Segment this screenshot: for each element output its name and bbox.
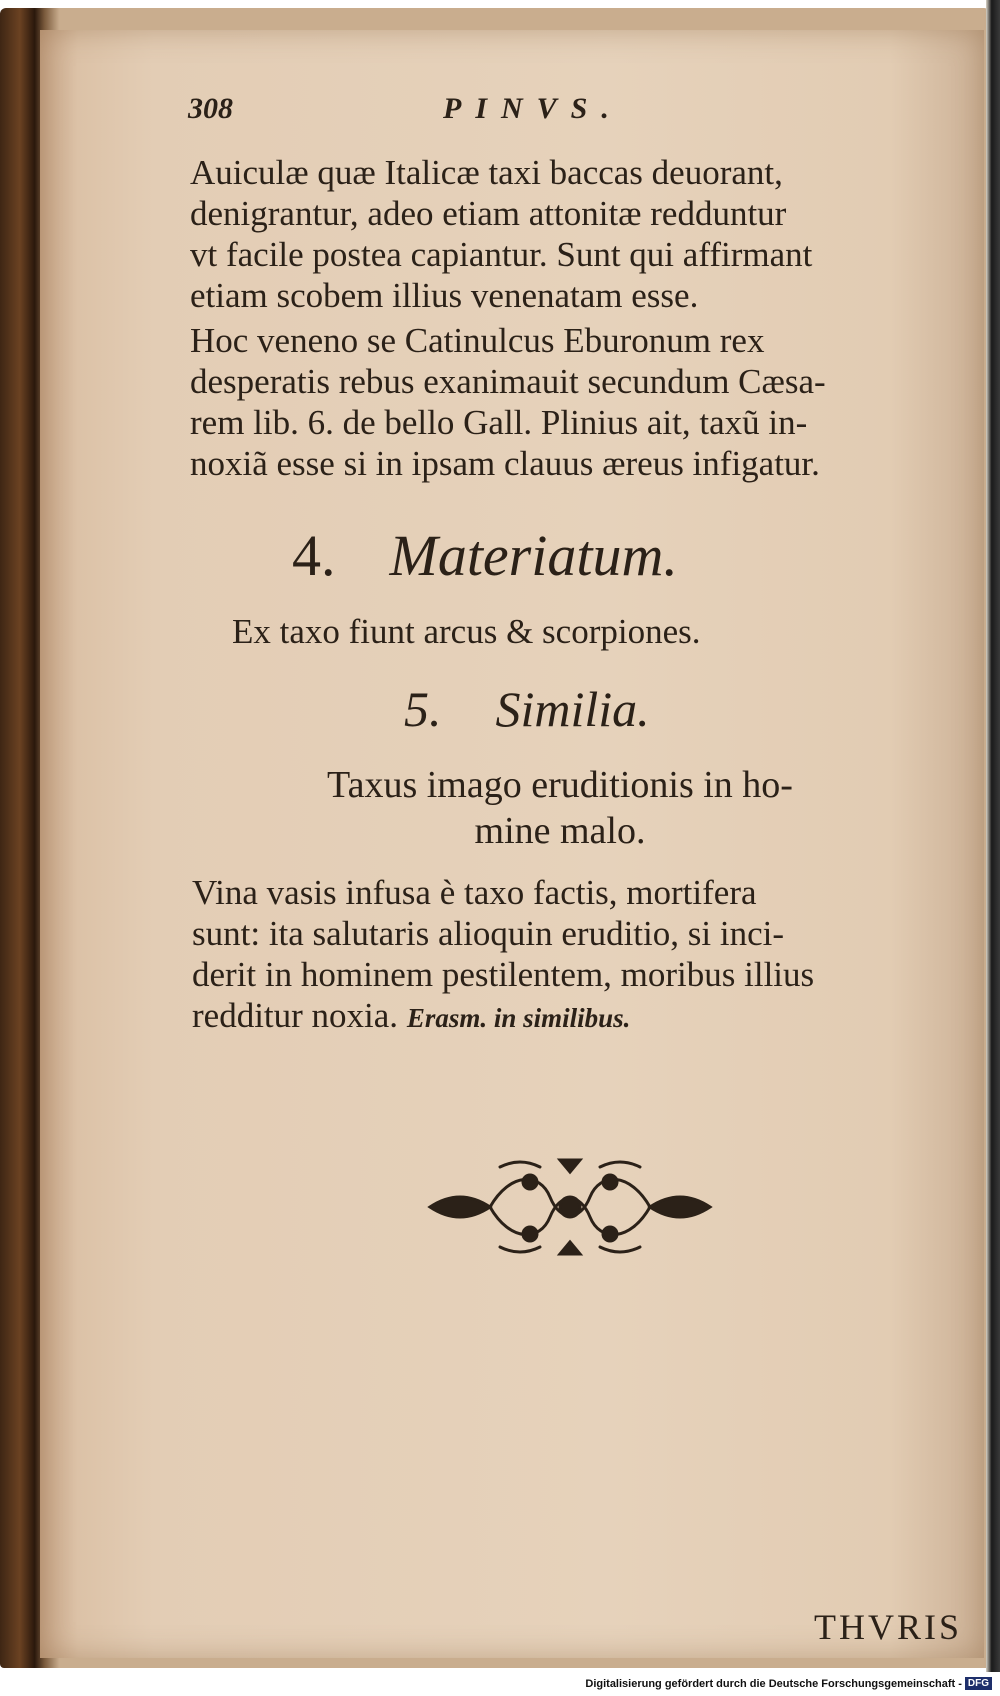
text-line: denigrantur, adeo etiam attonitæ redduntur	[190, 194, 787, 233]
page-header	[188, 92, 688, 136]
page-number: 308	[188, 92, 233, 125]
text-line: sunt: ita salutaris alioquin eruditio, si inci-	[192, 914, 784, 953]
text-line: Vina vasis infusa è taxo factis, mortifera	[192, 873, 757, 912]
text-line: vt facile postea capiantur. Sunt qui affirmant	[190, 235, 813, 274]
text-line-last	[192, 995, 962, 1039]
section-number: 5.	[404, 681, 442, 737]
subheading	[200, 762, 920, 854]
dfg-logo: DFG	[965, 1677, 992, 1690]
subheading-line: mine malo.	[474, 810, 646, 852]
materiatum-text: Ex taxo fiunt arcus & scorpiones.	[232, 612, 701, 651]
section-heading-similia	[404, 680, 650, 738]
text-fragment: redditur noxia.	[192, 996, 399, 1035]
catchword: THVRIS	[813, 1607, 962, 1647]
text-line: Hoc veneno se Catinulcus Eburonum rex	[190, 321, 765, 360]
running-title: PINVS.	[443, 92, 623, 125]
section-title: Materiatum.	[389, 523, 678, 588]
text-line: etiam scobem illius venenatam esse.	[190, 276, 699, 315]
scan-edge	[986, 0, 1000, 1672]
paragraph-auiculae	[190, 152, 960, 316]
digitization-footer	[585, 1677, 992, 1690]
citation: Erasm. in similibus.	[406, 1003, 631, 1033]
text-line: derit in hominem pestilentem, moribus illius	[192, 955, 815, 994]
printers-ornament	[420, 1152, 720, 1262]
section-number: 4.	[292, 523, 336, 588]
paragraph-hoc-veneno	[190, 320, 960, 484]
section-heading-materiatum	[292, 522, 852, 602]
text-line: desperatis rebus exanimauit secundum Cæsa-	[190, 362, 826, 401]
paragraph-vina	[192, 872, 962, 1039]
text-line: rem lib. 6. de bello Gall. Plinius ait, taxũ in-	[190, 403, 808, 442]
subheading-line: Taxus imago eruditionis in ho-	[327, 764, 793, 806]
text-line: Auiculæ quæ Italicæ taxi baccas deuorant,	[190, 153, 783, 192]
text-line: noxiã esse si in ipsam clauus æreus infigatur.	[190, 444, 820, 483]
footer-text: Digitalisierung gefördert durch die Deutsche Forschungsgemeinschaft -	[585, 1677, 962, 1690]
section-title: Similia.	[495, 681, 650, 737]
